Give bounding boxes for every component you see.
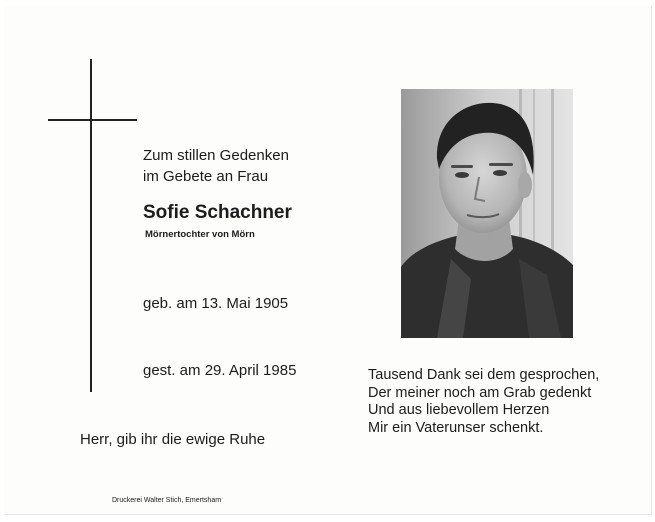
portrait-image <box>401 89 573 338</box>
verse-text <box>368 367 599 437</box>
verse-line-4: Mir ein Vaterunser schenkt. <box>368 419 544 436</box>
birth-date: geb. am 13. Mai 1905 <box>143 295 289 312</box>
printer-credit: Druckerei Walter Stich, Emertsham <box>112 497 222 504</box>
death-date: gest. am 29. April 1985 <box>143 362 297 379</box>
prayer-text: Herr, gib ihr die ewige Ruhe <box>80 431 266 448</box>
deceased-name: Sofie Schachner <box>143 202 292 223</box>
deceased-subtitle: Mörnertochter von Mörn <box>145 229 255 240</box>
portrait-photo <box>401 89 573 338</box>
memorial-card <box>4 6 652 515</box>
intro-line-1: Zum stillen Gedenken <box>143 147 289 164</box>
intro-line-2: im Gebete an Frau <box>143 168 269 185</box>
verse-line-2: Der meiner noch am Grab gedenkt <box>368 384 592 401</box>
verse-line-1: Tausend Dank sei dem gesprochen, <box>368 367 600 383</box>
intro-text <box>143 145 289 187</box>
cross-bar <box>48 119 137 121</box>
cross-icon <box>90 59 92 392</box>
verse-line-3: Und aus liebevollem Herzen <box>368 402 550 418</box>
